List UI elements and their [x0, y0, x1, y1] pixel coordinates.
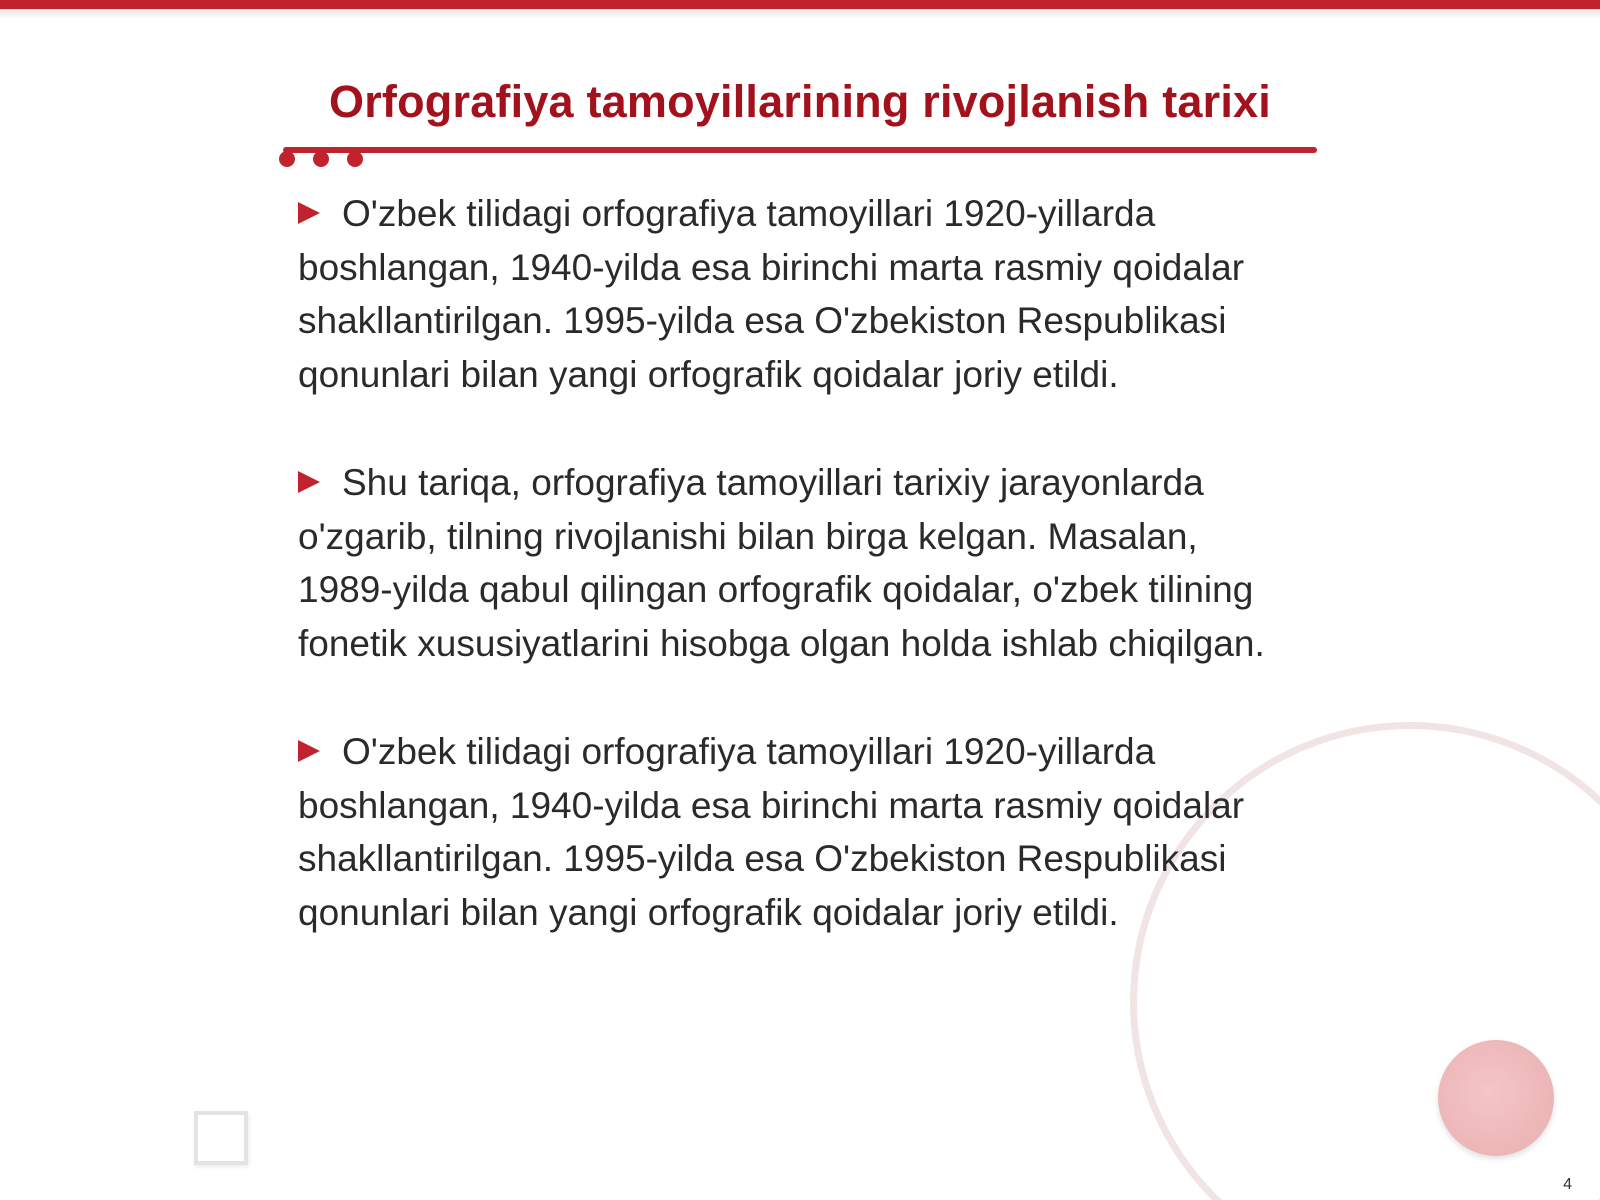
triangle-bullet-icon: [298, 471, 320, 493]
title-underline: [283, 147, 1317, 153]
triangle-bullet-icon: [298, 202, 320, 224]
decorative-circle: [1438, 1040, 1554, 1156]
top-bar-shadow: [0, 9, 1600, 19]
triangle-bullet-icon: [298, 740, 320, 762]
underline-dot: [347, 151, 363, 167]
paragraph-text: O'zbek tilidagi orfografiya tamoyillari 1920-yillarda boshlangan, 1940-yilda esa birinchi marta rasmiy qoidalar shakllantirilgan. 1995-yilda esa O'zbekiston Respublikasi qonunlari bilan yangi orfografik qoidalar joriy etildi.: [298, 731, 1245, 933]
slide-title: Orfografiya tamoyillarining rivojlanish tarixi: [329, 76, 1271, 127]
paragraph-text: O'zbek tilidagi orfografiya tamoyillari 1920-yillarda boshlangan, 1940-yilda esa birinchi marta rasmiy qoidalar shakllantirilgan. 1995-yilda esa O'zbekiston Respublikasi qonunlari bilan yangi orfografik qoidalar joriy etildi.: [298, 193, 1245, 395]
page-number: 4: [1563, 1176, 1572, 1193]
underline-dot: [279, 151, 295, 167]
slide-body: [298, 187, 1278, 994]
bullet-paragraph: [298, 725, 1278, 939]
paragraph-text: Shu tariqa, orfografiya tamoyillari tarixiy jarayonlarda o'zgarib, tilning rivojlanishi bilan birga kelgan. Masalan, 1989-yilda qabul qilingan orfografik qoidalar, o'zbek tilining fonetik xususiyatlarini hisobga olgan holda ishlab chiqilgan.: [298, 462, 1265, 664]
decorative-square: [194, 1111, 248, 1165]
top-accent-bar: [0, 0, 1600, 9]
bullet-paragraph: [298, 187, 1278, 401]
bullet-paragraph: [298, 456, 1278, 670]
underline-dot: [313, 151, 329, 167]
